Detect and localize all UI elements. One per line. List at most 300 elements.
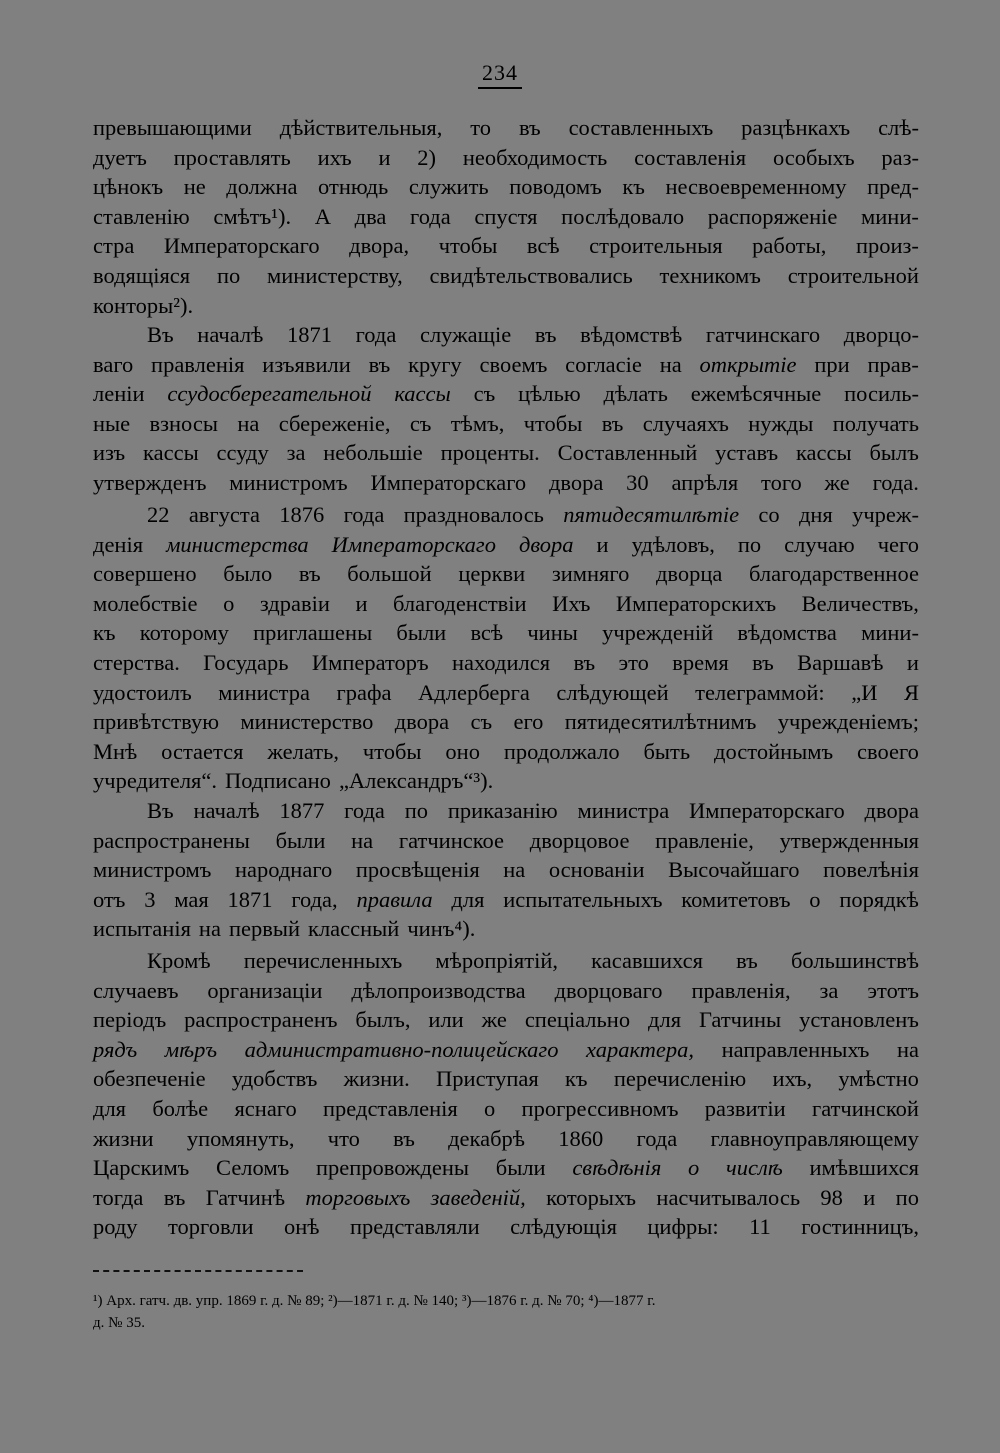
word: особыхъ <box>772 144 855 170</box>
word: на <box>659 351 682 377</box>
word: то <box>470 115 492 140</box>
word: прав- <box>867 351 919 377</box>
text-line <box>93 855 919 885</box>
word: Императорскаго <box>689 798 845 823</box>
word: большинствѣ <box>790 948 919 973</box>
word: министра <box>218 679 310 705</box>
word: тѣмъ, <box>450 410 505 436</box>
word: ные <box>93 410 131 436</box>
word: должна <box>226 174 298 200</box>
word: Подписано <box>225 768 331 794</box>
word: онѣ <box>284 1214 320 1240</box>
word: года <box>410 203 451 229</box>
word: своего <box>857 738 919 764</box>
word: графа <box>336 679 392 705</box>
word: гостинницъ, <box>801 1214 919 1240</box>
word: спеціально <box>524 1007 631 1033</box>
word: кассы <box>143 440 199 466</box>
word: свидѣтельствовались <box>429 262 633 288</box>
word: жизни <box>93 1125 154 1151</box>
word: учреж- <box>852 502 919 527</box>
word: взносы <box>149 410 218 436</box>
word: препровождены <box>315 1155 470 1181</box>
word: упомянуть, <box>186 1125 295 1151</box>
word: и <box>596 531 609 557</box>
word: согласіе <box>565 351 642 377</box>
word: слѣдующей <box>556 679 669 705</box>
word: стра <box>93 233 135 259</box>
word: вѣдомства <box>737 620 837 646</box>
word: поводомъ <box>509 174 602 200</box>
word: о <box>484 1095 496 1121</box>
text-line <box>93 1124 919 1154</box>
word: телеграммой: <box>695 679 825 705</box>
word: остается <box>161 738 244 764</box>
text-line <box>93 202 919 232</box>
text-line <box>93 976 919 1006</box>
word: дѣлать <box>603 381 668 407</box>
word: учредителя“. <box>93 768 218 794</box>
word: нужды <box>748 410 814 436</box>
word: Императорскаго <box>163 233 320 259</box>
word: леніи <box>93 381 145 407</box>
word: касавшихся <box>591 948 703 973</box>
word: испытанія <box>93 916 191 942</box>
word: Царскимъ <box>93 1155 190 1181</box>
word: посиль- <box>844 381 919 407</box>
word: Ихъ <box>552 590 591 616</box>
word: перечисленныхъ <box>243 948 403 973</box>
word: небольшіе <box>323 440 423 466</box>
word: перечисленію <box>613 1066 747 1092</box>
word: распространены <box>93 827 250 853</box>
word: совершено <box>93 561 197 587</box>
word: для <box>648 1007 682 1033</box>
text-line <box>93 946 919 976</box>
word: превышающими <box>93 115 252 140</box>
word: слѣдующія <box>510 1214 617 1240</box>
word: съ <box>409 410 432 436</box>
word: дворцоваго <box>554 977 663 1003</box>
word: установленъ <box>799 1007 919 1033</box>
word: желать, <box>267 738 339 764</box>
text-line <box>93 885 919 915</box>
text-line <box>93 261 919 291</box>
word: августа <box>188 502 260 527</box>
text-line <box>93 1212 919 1242</box>
footnotes <box>93 1290 919 1334</box>
word: классный <box>308 916 400 942</box>
word: удобствъ <box>231 1066 318 1092</box>
word: денія <box>93 531 144 557</box>
word: сбереженіе, <box>278 410 391 436</box>
word: послѣдовало <box>561 203 685 229</box>
text-line <box>93 1035 919 1065</box>
word: раз- <box>881 144 919 170</box>
word: Императоръ <box>311 649 429 675</box>
word: года <box>344 798 385 823</box>
word: развитіи <box>704 1095 786 1121</box>
page-number <box>0 60 1000 86</box>
word: оно <box>445 738 480 764</box>
word: отъ <box>93 886 126 912</box>
word: года <box>636 1125 678 1151</box>
word: за <box>286 440 306 466</box>
word: съ <box>473 381 496 407</box>
word: ихъ <box>317 144 352 170</box>
word: прогрессивномъ <box>521 1095 679 1121</box>
word: на <box>237 410 260 436</box>
word: Гатчины <box>698 1007 782 1033</box>
word: Гатчинѣ <box>205 1184 286 1210</box>
word: спустя <box>474 203 538 229</box>
word: на <box>503 857 526 883</box>
word: испытательныхъ <box>503 886 663 912</box>
word: комитетовъ <box>681 886 791 912</box>
word: года <box>355 322 397 347</box>
word: этотъ <box>867 977 919 1003</box>
word: проставлять <box>173 144 291 170</box>
word: мини- <box>861 203 919 229</box>
word: служить <box>408 174 489 200</box>
text-line <box>93 1183 919 1213</box>
word: о <box>809 886 821 912</box>
text-line <box>93 113 919 143</box>
word: Величествъ, <box>801 590 919 616</box>
word: приглашены <box>253 620 373 646</box>
word: которыхъ <box>546 1184 637 1210</box>
word: гатчинскаго <box>705 322 821 347</box>
word: цѣлью <box>518 381 581 407</box>
word: въ <box>368 351 391 377</box>
word: ссуду <box>216 440 269 466</box>
word: въ <box>601 410 624 436</box>
word: удостоилъ <box>93 679 192 705</box>
word: изъявили <box>262 351 351 377</box>
text-line <box>93 648 919 678</box>
word: уставъ <box>715 440 779 466</box>
word: Высочайшаго <box>668 857 800 883</box>
word: торговыхъ <box>305 1184 411 1210</box>
word: случаяхъ <box>642 410 729 436</box>
word: по <box>737 531 762 557</box>
word: министромъ <box>229 469 348 495</box>
word: по <box>216 262 241 288</box>
text-line <box>93 826 919 856</box>
word: Адлерберга <box>418 679 530 705</box>
word: техникомъ <box>659 262 761 288</box>
word: числѣ <box>726 1155 783 1181</box>
word: чего <box>877 531 919 557</box>
word: министра <box>577 798 670 823</box>
word: Въ <box>147 798 174 823</box>
word: всѣ <box>470 620 504 646</box>
word: о <box>223 590 235 616</box>
word: же <box>481 1007 507 1033</box>
word: всѣ <box>526 233 560 259</box>
word: пред- <box>867 174 919 200</box>
word: года. <box>872 469 919 495</box>
word: пятидесятилѣтнимъ <box>564 709 757 735</box>
word: составленія <box>634 144 747 170</box>
word: это <box>618 649 649 675</box>
word: разцѣнкахъ <box>741 115 851 140</box>
word: представляли <box>349 1214 480 1240</box>
word: къ <box>93 620 116 646</box>
text-line <box>93 350 919 380</box>
word: благодарственное <box>749 561 919 587</box>
text-line <box>93 1094 919 1124</box>
word: въ <box>752 649 774 675</box>
text-line <box>93 707 919 737</box>
word: 98 <box>820 1184 843 1210</box>
word: повелѣнія <box>823 857 919 883</box>
paragraph-4 <box>93 796 919 944</box>
word: двора, <box>349 233 410 259</box>
word: того <box>761 469 802 495</box>
word: распоряженіе <box>707 203 838 229</box>
word: роду <box>93 1214 138 1240</box>
word: учрежденіемъ; <box>777 709 919 735</box>
word: рядъ <box>93 1036 138 1062</box>
word: Селомъ <box>216 1155 290 1181</box>
word: благоденствіи <box>393 590 527 616</box>
word: стерства. <box>93 649 180 675</box>
word: со <box>758 502 780 527</box>
word: двора <box>864 798 919 823</box>
text-line <box>93 618 919 648</box>
word: былъ, <box>355 1007 411 1033</box>
word: къ <box>622 174 645 200</box>
word: Императорскаго <box>370 469 527 495</box>
word: или <box>428 1007 464 1033</box>
text-line <box>93 559 919 589</box>
word: имѣвшихся <box>809 1155 919 1181</box>
word: въ <box>736 948 758 973</box>
word: первый <box>228 916 301 942</box>
word: зимняго <box>551 561 630 587</box>
word: характера, <box>586 1036 695 1062</box>
word: ежемѣсячные <box>690 381 822 407</box>
word: составленныхъ <box>568 115 714 140</box>
word: чтобы <box>362 738 422 764</box>
word: изъ <box>93 440 126 466</box>
footnote-line: ¹) Арх. гатч. дв. упр. 1869 г. д. № 89; ²)—1871 г. д. № 140; ³)—1876 г. д. № 70; ⁴)—1877 г. <box>93 1293 656 1309</box>
word: правленіе, <box>655 827 754 853</box>
word: въ <box>163 1184 186 1210</box>
word: строительныя <box>589 233 723 259</box>
word: необходимость <box>462 144 608 170</box>
word: въ <box>573 649 596 675</box>
word: началѣ <box>193 798 260 823</box>
word: на <box>351 827 374 853</box>
word: яснаго <box>234 1095 297 1121</box>
word: мини- <box>861 620 919 646</box>
word: быть <box>643 738 691 764</box>
word: утвержденныя <box>779 827 919 853</box>
word: ихъ, <box>772 1066 813 1092</box>
word: „Александръ“³). <box>338 768 494 794</box>
word: дѣйствительныя, <box>279 115 443 140</box>
word: гатчинское <box>398 827 505 853</box>
word: вѣдомствѣ <box>580 322 683 347</box>
word: началѣ <box>197 322 264 347</box>
word: по <box>404 798 428 823</box>
text-line <box>93 172 919 202</box>
word: на <box>198 916 221 942</box>
word: чинъ⁴). <box>407 916 476 942</box>
word: были <box>495 1155 546 1181</box>
text-line <box>93 409 919 439</box>
word: ссудосберегательной <box>167 381 372 407</box>
word: 1871 <box>286 322 332 347</box>
word: Я <box>903 679 919 705</box>
text-line <box>93 1064 919 1094</box>
word: гатчинской <box>811 1095 919 1121</box>
word: представленія <box>323 1095 458 1121</box>
word: мая <box>174 886 209 912</box>
footnote-separator <box>93 1270 303 1274</box>
word: 1860 <box>558 1125 604 1151</box>
word: 3 <box>144 886 156 912</box>
word: А <box>314 203 332 229</box>
text-line <box>93 231 919 261</box>
word: Приступая <box>436 1066 539 1092</box>
word: праздновалось <box>403 502 544 527</box>
word: направленныхъ <box>721 1036 870 1062</box>
word: Варшавѣ <box>797 649 884 675</box>
word: министерства <box>166 531 309 557</box>
word: случаевъ <box>93 977 179 1003</box>
word: приказанію <box>447 798 558 823</box>
word: кассы <box>795 440 852 466</box>
word: Составленный <box>557 440 698 466</box>
word: болѣе <box>152 1095 209 1121</box>
text-line <box>93 468 919 498</box>
word: правленія <box>151 351 245 377</box>
text-line <box>93 438 919 468</box>
word: съ <box>470 709 493 735</box>
word: произ- <box>855 233 919 259</box>
paragraph-1 <box>93 113 919 320</box>
word: время <box>672 649 729 675</box>
word: кругу <box>408 351 462 377</box>
word: въ <box>518 115 541 140</box>
word: заведеній, <box>430 1184 526 1210</box>
word: и <box>355 590 368 616</box>
word: народнаго <box>234 857 333 883</box>
word: министерство <box>240 709 374 735</box>
text-line <box>93 291 919 321</box>
word: главноуправляющему <box>710 1125 919 1151</box>
word: торговли <box>168 1214 254 1240</box>
page-number-text: 234 <box>478 60 522 89</box>
word: 30 <box>626 469 649 495</box>
word: дворцовое <box>529 827 630 853</box>
word: насчитывалось <box>656 1184 801 1210</box>
word: чтобы <box>438 233 498 259</box>
paragraph-5 <box>93 946 919 1242</box>
text-line <box>93 143 919 173</box>
word: было <box>223 561 273 587</box>
text-line <box>93 379 919 409</box>
word: церкви <box>458 561 526 587</box>
word: учрежденій <box>602 620 714 646</box>
word: ваго <box>93 351 134 377</box>
word: большой <box>347 561 432 587</box>
word: служащіе <box>419 322 512 347</box>
word: находился <box>452 649 551 675</box>
word: молебствіе <box>93 590 198 616</box>
word: Мнѣ <box>93 738 138 764</box>
text-line <box>93 678 919 708</box>
word: обезпеченіе <box>93 1066 206 1092</box>
word: же <box>824 469 850 495</box>
word: въ <box>534 322 557 347</box>
word: при <box>814 351 850 377</box>
word: для <box>93 1095 127 1121</box>
word: по <box>895 1184 919 1210</box>
word: двора <box>394 709 450 735</box>
word: двора <box>548 469 604 495</box>
word: получать <box>832 410 919 436</box>
word: продолжало <box>503 738 620 764</box>
word: конторы²). <box>93 292 194 318</box>
word: распространенъ <box>184 1007 338 1033</box>
word: года <box>343 502 385 527</box>
word: умѣстно <box>838 1066 919 1092</box>
word: Императорскаго <box>331 531 496 557</box>
word: работы, <box>752 233 827 259</box>
word: водящіяся <box>93 262 191 288</box>
word: были <box>396 620 447 646</box>
word: цѣнокъ <box>93 174 164 200</box>
word: открытіе <box>699 351 797 377</box>
word: дворца <box>655 561 723 587</box>
word: отнюдь <box>318 174 389 200</box>
word: министромъ <box>93 857 212 883</box>
word: что <box>327 1125 360 1151</box>
word: и <box>906 649 919 675</box>
word: за <box>819 977 839 1003</box>
word: организаціи <box>207 977 323 1003</box>
word: 11 <box>749 1214 771 1240</box>
word: 1877 <box>279 798 325 823</box>
word: мѣропріятій, <box>435 948 558 973</box>
word: утвержденъ <box>93 469 207 495</box>
paragraph-3 <box>93 500 919 796</box>
word: декабрѣ <box>448 1125 526 1151</box>
word: порядкѣ <box>839 886 919 912</box>
word: въ <box>298 561 321 587</box>
word: двора <box>518 531 574 557</box>
word: 1871 <box>227 886 273 912</box>
word: которому <box>139 620 229 646</box>
word: жизни. <box>343 1066 410 1092</box>
word: тогда <box>93 1184 144 1210</box>
word: два <box>354 203 387 229</box>
word: дворцо- <box>843 322 919 347</box>
word: несвоевременному <box>665 174 847 200</box>
word: основаніи <box>548 857 645 883</box>
text-line <box>93 796 919 826</box>
text-line <box>93 1005 919 1035</box>
word: пятидесятилѣтіе <box>563 502 740 527</box>
text-line <box>93 589 919 619</box>
word: дня <box>798 502 833 527</box>
word: „И <box>851 679 878 705</box>
word: цифры: <box>647 1214 719 1240</box>
